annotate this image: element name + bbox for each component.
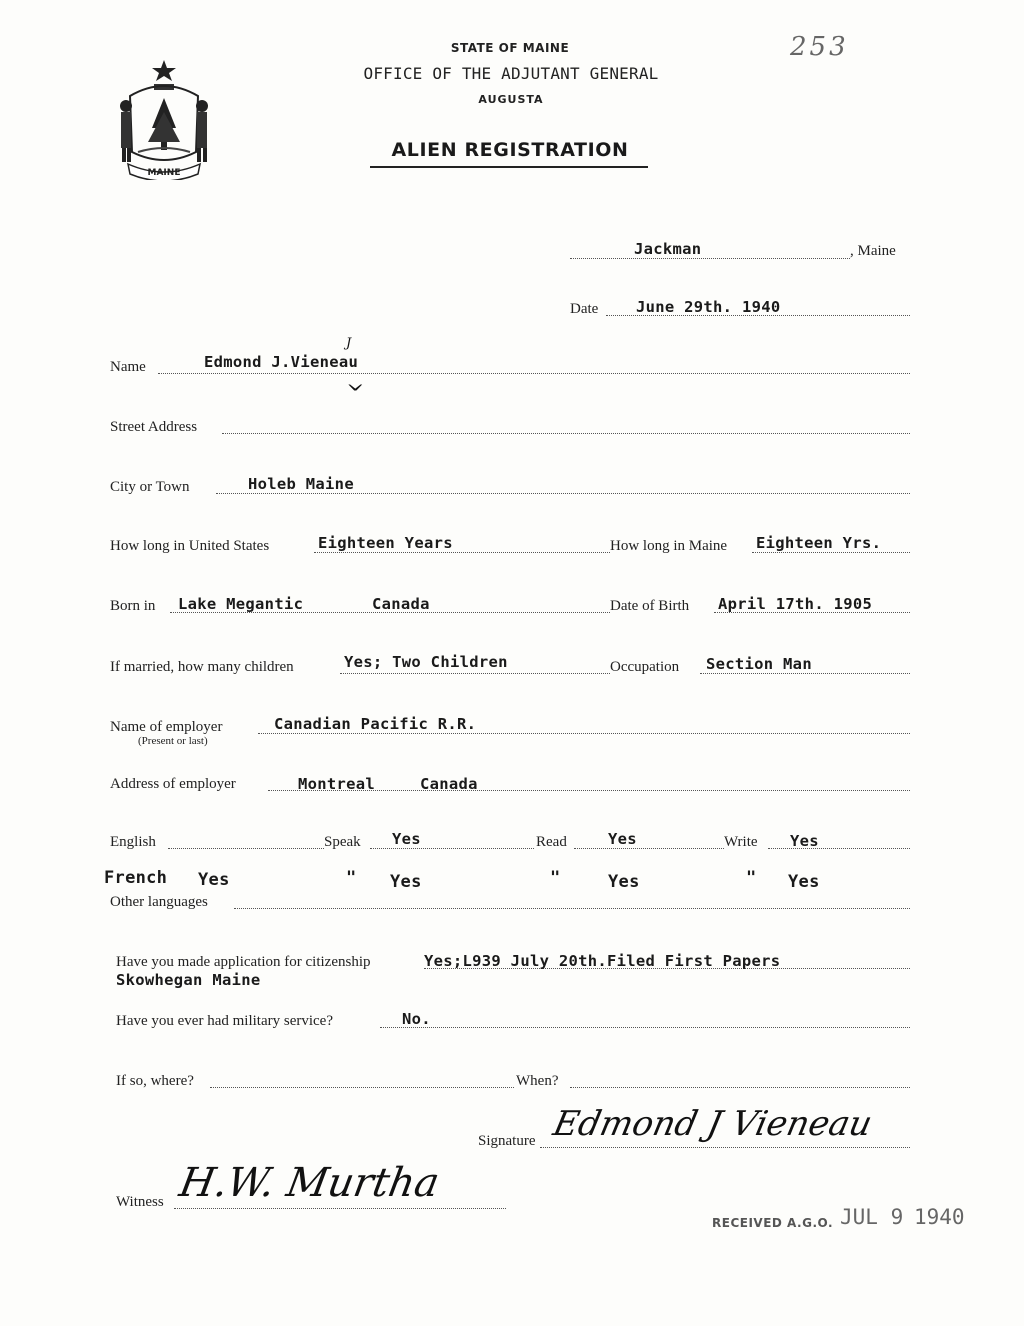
born-country: Canada (372, 595, 430, 613)
dob-label: Date of Birth (610, 598, 690, 614)
page-number: 253 (790, 32, 849, 62)
speak-label: Speak (324, 834, 361, 850)
form-title: ALIEN REGISTRATION (391, 139, 629, 161)
employer-address-value: Montreal (298, 775, 376, 793)
when-line (570, 1087, 910, 1088)
witness-line (174, 1208, 506, 1209)
children-label: If married, how many children (110, 659, 294, 675)
employer-label: Name of employer (110, 719, 223, 735)
state-heading: STATE OF MAINE (450, 41, 570, 55)
where-line (210, 1087, 514, 1088)
ditto-mark-read: " (550, 868, 561, 888)
name-label: Name (110, 359, 146, 375)
military-value: No. (402, 1010, 431, 1028)
employer-sublabel: (Present or last) (138, 735, 208, 747)
how-long-maine-line (752, 552, 910, 553)
english-speak-value: Yes (392, 830, 421, 848)
employer-line (258, 733, 910, 734)
employer-address-label: Address of employer (110, 776, 236, 792)
seal-banner-text: MAINE (147, 168, 181, 178)
state-label: , Maine (850, 243, 896, 259)
employer-value: Canadian Pacific R.R. (274, 715, 477, 733)
english-write-value: Yes (790, 832, 819, 850)
citizenship-value: Yes;L939 July 20th.Filed First Papers (424, 952, 781, 970)
date-label: Date (570, 301, 599, 317)
french-read-value: Yes (608, 872, 640, 892)
how-long-us-label: How long in United States (110, 538, 270, 554)
town-value: Jackman (634, 240, 702, 258)
received-stamp-year: 1940 (914, 1205, 965, 1229)
children-value: Yes; Two Children (344, 653, 508, 671)
how-long-us-line (314, 552, 610, 553)
street-label: Street Address (110, 419, 198, 435)
received-stamp-date: JUL 9 (840, 1205, 904, 1229)
other-languages-line (234, 908, 910, 909)
read-line (574, 848, 724, 849)
city-heading: AUGUSTA (478, 93, 544, 106)
name-value: Edmond J.Vieneau (204, 353, 359, 371)
how-long-us-value: Eighteen Years (318, 534, 453, 552)
where-label: If so, where? (116, 1073, 194, 1089)
french-name: French (104, 868, 168, 888)
occupation-label: Occupation (610, 659, 680, 675)
signature-line (540, 1147, 910, 1148)
name-correction: J (346, 336, 352, 351)
how-long-maine-value: Eighteen Yrs. (756, 534, 882, 552)
english-read-value: Yes (608, 830, 637, 848)
speak-line (370, 848, 534, 849)
received-stamp-label: RECEIVED A.G.O. (712, 1216, 834, 1230)
english-line (168, 848, 324, 849)
city-label: City or Town (110, 479, 190, 495)
citizenship-label: Have you made application for citizenship (116, 954, 371, 970)
read-label: Read (536, 834, 567, 850)
employer-address-country: Canada (420, 775, 478, 793)
town-line (570, 258, 850, 259)
write-label: Write (724, 834, 758, 850)
citizenship-value-line2: Skowhegan Maine (116, 971, 261, 989)
how-long-maine-label: How long in Maine (610, 538, 728, 554)
military-label: Have you ever had military service? (116, 1013, 333, 1029)
name-caret: ^ (346, 368, 365, 393)
signature-value: Edmond J Vieneau (549, 1104, 876, 1144)
name-line (158, 373, 910, 374)
english-label: English (110, 834, 156, 850)
french-write-value: Yes (788, 872, 820, 892)
occupation-line (700, 673, 910, 674)
city-line (216, 493, 910, 494)
french-speak-value: Yes (390, 872, 422, 892)
dob-value: April 17th. 1905 (718, 595, 873, 613)
children-line (340, 673, 610, 674)
occupation-value: Section Man (706, 655, 812, 673)
born-value: Lake Megantic (178, 595, 304, 613)
title-underline (370, 166, 648, 168)
witness-label: Witness (116, 1194, 164, 1210)
date-value: June 29th. 1940 (636, 298, 781, 316)
ditto-mark-speak: " (346, 868, 357, 888)
other-languages-label: Other languages (110, 894, 208, 910)
military-line (380, 1027, 910, 1028)
street-line (222, 433, 910, 434)
signature-label: Signature (478, 1133, 536, 1149)
french-lang-value: Yes (198, 870, 230, 890)
city-value: Holeb Maine (248, 475, 354, 493)
born-label: Born in (110, 598, 156, 614)
witness-signature: H.W. Murtha (175, 1160, 443, 1206)
office-heading: OFFICE OF THE ADJUTANT GENERAL (363, 64, 659, 83)
ditto-mark-write: " (746, 868, 757, 888)
when-label: When? (516, 1073, 559, 1089)
